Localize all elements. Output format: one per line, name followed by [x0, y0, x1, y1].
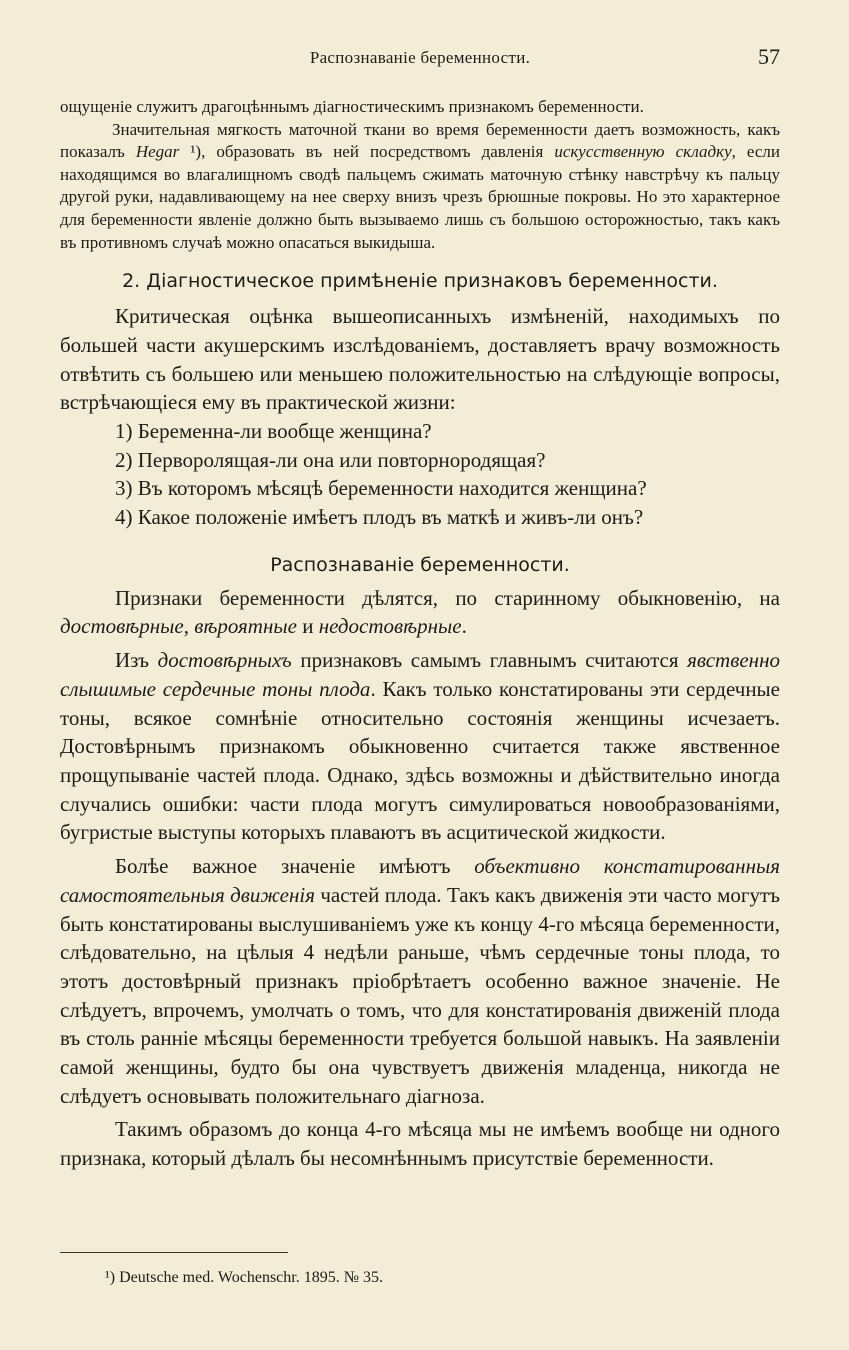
paragraph-heart-tones: Изъ достовѣрныхъ признаковъ самымъ главнымъ считаются явственно слышимые сердечные тоны плода. Какъ только констатированы эти сердечные тоны, всякое сомнѣніе относительно состоянія женщины исчезаетъ. Достовѣрнымъ признакомъ обыкновенно считается также явственное прощупываніе частей плода. Однако, здѣсь возможны и дѣйствительно иногда случались ошибки: части плода могутъ симулироваться новообразованіями, бугристые выступы которыхъ плаваютъ въ асцитической жидкости. — [60, 648, 780, 845]
main-text-block — [60, 302, 780, 1173]
questions-list — [60, 417, 780, 532]
paragraph-hegar-fold: Значительная мягкость маточной ткани во время беременности даетъ возможность, какъ показалъ Hegar ¹), образовать въ ней посредствомъ давленія искусственную складку, если находящимся во влагалищномъ сводѣ пальцемъ сжимать маточную стѣнку навстрѣчу къ пальцу другой руки, надавливающему на нее сверху внизъ чрезъ брюшные покровы. Но это характерное для беременности явленіе должно быть вызываемо лишь съ большою осторожностью, такъ какъ въ противномъ случаѣ можно опасаться выкидыша. — [60, 119, 780, 252]
list-item: 1) Беременна-ли вообще женщина? — [115, 418, 432, 443]
list-item: 4) Какое положеніе имѣетъ плодъ въ маткѣ и живъ-ли онъ? — [115, 505, 644, 530]
paragraph-continuation: ощущеніе служитъ драгоцѣннымъ діагностическимъ признакомъ беременности. — [60, 97, 644, 116]
page-header — [60, 44, 780, 74]
paragraph-movements: Болѣе важное значеніе имѣютъ объективно констатированныя самостоятельныя движенія частей плода. Такъ какъ движенія эти часто могутъ быть констатированы выслушиваніемъ уже къ концу 4-го мѣсяца беременности, слѣдовательно, на цѣлыя 4 недѣли раньше, чѣмъ сердечные тоны плода, то этотъ достовѣрный признакъ пріобрѣтаетъ особенно важное значеніе. Не слѣдуетъ, впрочемъ, умолчать о томъ, что для констатированія движеній плода въ столь ранніе мѣсяцы беременности требуется большой навыкъ. На заявленіи самой женщины, будто бы она чувствуетъ движенія младенца, никогда не слѣдуетъ основывать положительнаго діагноза. — [60, 854, 781, 1108]
running-head: Распознаваніе беременности. — [309, 48, 531, 67]
section-title: 2. Діагностическое примѣненіе признаковъ беременности. — [122, 270, 718, 293]
list-item: 3) Въ которомъ мѣсяцѣ беременности находится женщина? — [115, 476, 647, 501]
subheading: Распознаваніе беременности. — [270, 553, 570, 576]
small-print-block — [60, 96, 780, 254]
intro-paragraph: Критическая оцѣнка вышеописанныхъ измѣненій, находимыхъ по большей части акушерскимъ изслѣдованіемъ, доставляетъ врачу возможность отвѣтить съ большею или меньшею положительностью на слѣдующіе вопросы, встрѣчающіеся ему въ практической жизни: — [60, 304, 780, 415]
list-item: 2) Перворолящая-ли она или повторнородящая? — [115, 447, 546, 472]
paragraph-conclusion: Такимъ образомъ до конца 4-го мѣсяца мы не имѣемъ вообще ни одного признака, который дѣлалъ бы несомнѣннымъ присутствіе беременности. — [60, 1117, 780, 1171]
footnote: ¹) Deutsche med. Wochenschr. 1895. № 35. — [105, 1269, 383, 1286]
footnote-divider — [60, 1252, 288, 1253]
page-number: 57 — [758, 44, 780, 69]
page-body — [60, 96, 780, 1173]
italic-term: искусственную складку — [554, 142, 732, 162]
paragraph-signs-classes: Признаки беременности дѣлятся, по старинному обыкновенію, на достовѣрные, вѣроятные и недостовѣрные. — [60, 585, 780, 639]
author-name: Hegar — [135, 142, 180, 162]
